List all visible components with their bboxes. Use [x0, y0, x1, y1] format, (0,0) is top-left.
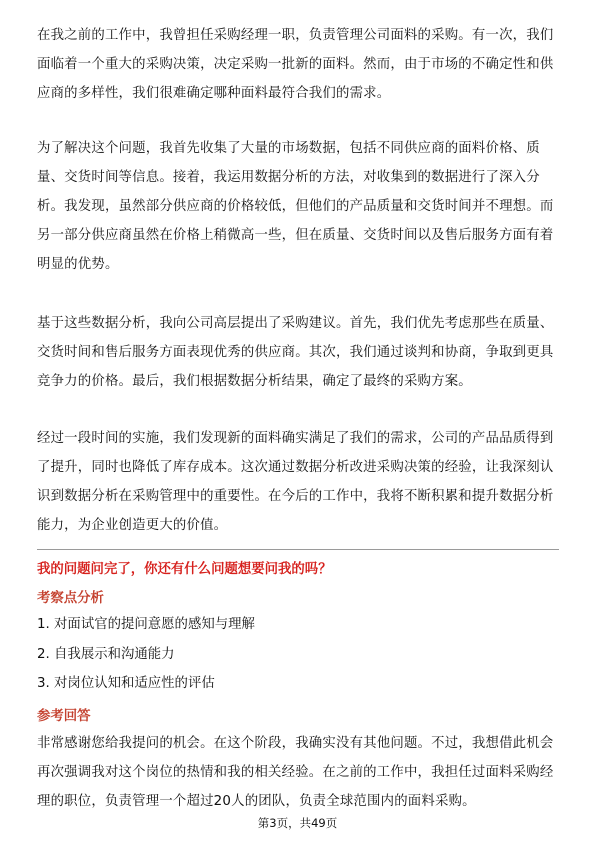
- answer-title: 参考回答: [37, 709, 91, 724]
- analysis-list: [37, 614, 255, 703]
- body-paragraph-4: 经过一段时间的实施，我们发现新的面料确实满足了我们的需求，公司的产品品质得到了提升，同时也降低了库存成本。这次通过数据分析改进采购决策的经验，让我深刻认识到数据分析在采购管理中的重要性。在今后的工作中，我将不断积累和提升数据分析能力，为企业创造更大的价值。: [37, 431, 554, 533]
- answer-paragraph: 非常感谢您给我提问的机会。在这个阶段，我确实没有其他问题。不过，我想借此机会再次强调我对这个岗位的热情和我的相关经验。在之前的工作中，我担任过面料采购经理的职位，负责管理一个超过20人的团队，负责全球范围内的面料采购。: [37, 736, 554, 809]
- page-number-footer: 第3页，共49页: [257, 816, 338, 830]
- body-paragraph-3: 基于这些数据分析，我向公司高层提出了采购建议。首先，我们优先考虑那些在质量、交货时间和售后服务方面表现优秀的供应商。其次，我们通过谈判和协商，争取到更具竞争力的价格。最后，我们根据数据分析结果，确定了最终的采购方案。: [37, 316, 554, 389]
- analysis-title: 考察点分析: [37, 591, 104, 606]
- section-divider: [37, 549, 559, 550]
- analysis-item: 2. 自我展示和沟通能力: [37, 646, 175, 662]
- analysis-item: 1. 对面试官的提问意愿的感知与理解: [37, 617, 255, 632]
- interview-question: 我的问题问完了，你还有什么问题想要问我的吗？: [37, 562, 332, 577]
- analysis-item: 3. 对岗位认知和适应性的评估: [37, 676, 215, 691]
- body-paragraph-1: 在我之前的工作中，我曾担任采购经理一职，负责管理公司面料的采购。有一次，我们面临着一个重大的采购决策，决定采购一批新的面料。然而，由于市场的不确定性和供应商的多样性，我们很难确定哪种面料最符合我们的需求。: [37, 28, 554, 101]
- body-paragraph-2: 为了解决这个问题，我首先收集了大量的市场数据，包括不同供应商的面料价格、质量、交货时间等信息。接着，我运用数据分析的方法，对收集到的数据进行了深入分析。我发现，虽然部分供应商的价格较低，但他们的产品质量和交货时间并不理想。而另一部分供应商虽然在价格上稍微高一些，但在质量、交货时间以及售后服务方面有着明显的优势。: [37, 141, 554, 272]
